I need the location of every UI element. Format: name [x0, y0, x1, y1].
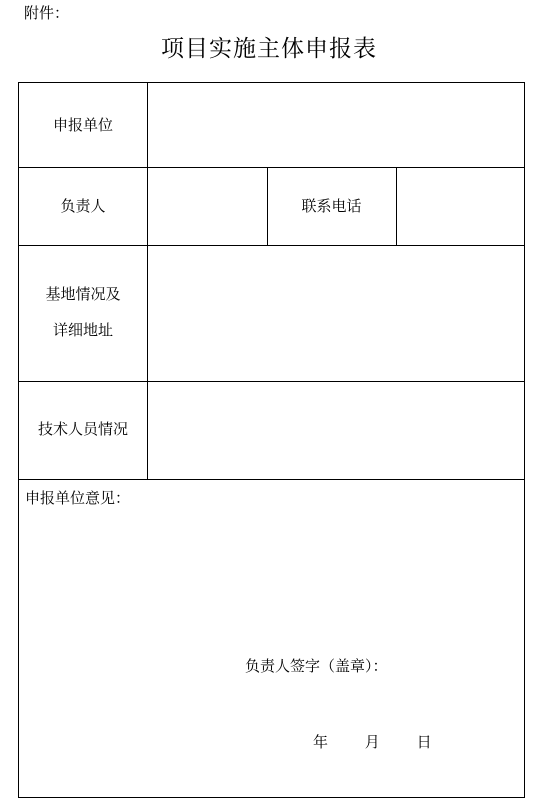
- form-title: 项目实施主体申报表: [161, 36, 377, 62]
- attachment-label: 附件：: [24, 4, 70, 22]
- contact-phone-label: 联系电话: [301, 197, 362, 215]
- applicant-unit-label: 申报单位: [52, 116, 113, 134]
- applicant-unit-field[interactable]: [148, 83, 524, 167]
- year-label: 年: [313, 733, 329, 751]
- date-line: [313, 731, 450, 752]
- technical-staff-field[interactable]: [148, 382, 524, 479]
- base-info-label-line1: 基地情况及: [45, 285, 121, 303]
- technical-staff-label: 技术人员情况: [37, 420, 128, 438]
- contact-phone-field[interactable]: [397, 168, 524, 245]
- base-info-label-line2: 详细地址: [52, 321, 113, 339]
- row-divider: [19, 479, 524, 480]
- day-label: 日: [416, 733, 432, 751]
- base-info-field[interactable]: [148, 246, 524, 381]
- application-form: [18, 82, 525, 798]
- signature-label: 负责人签字（盖章）：: [245, 657, 388, 675]
- responsible-person-label: 负责人: [60, 197, 106, 215]
- responsible-person-field[interactable]: [148, 168, 267, 245]
- opinion-label: 申报单位意见：: [25, 489, 131, 507]
- month-label: 月: [364, 733, 380, 751]
